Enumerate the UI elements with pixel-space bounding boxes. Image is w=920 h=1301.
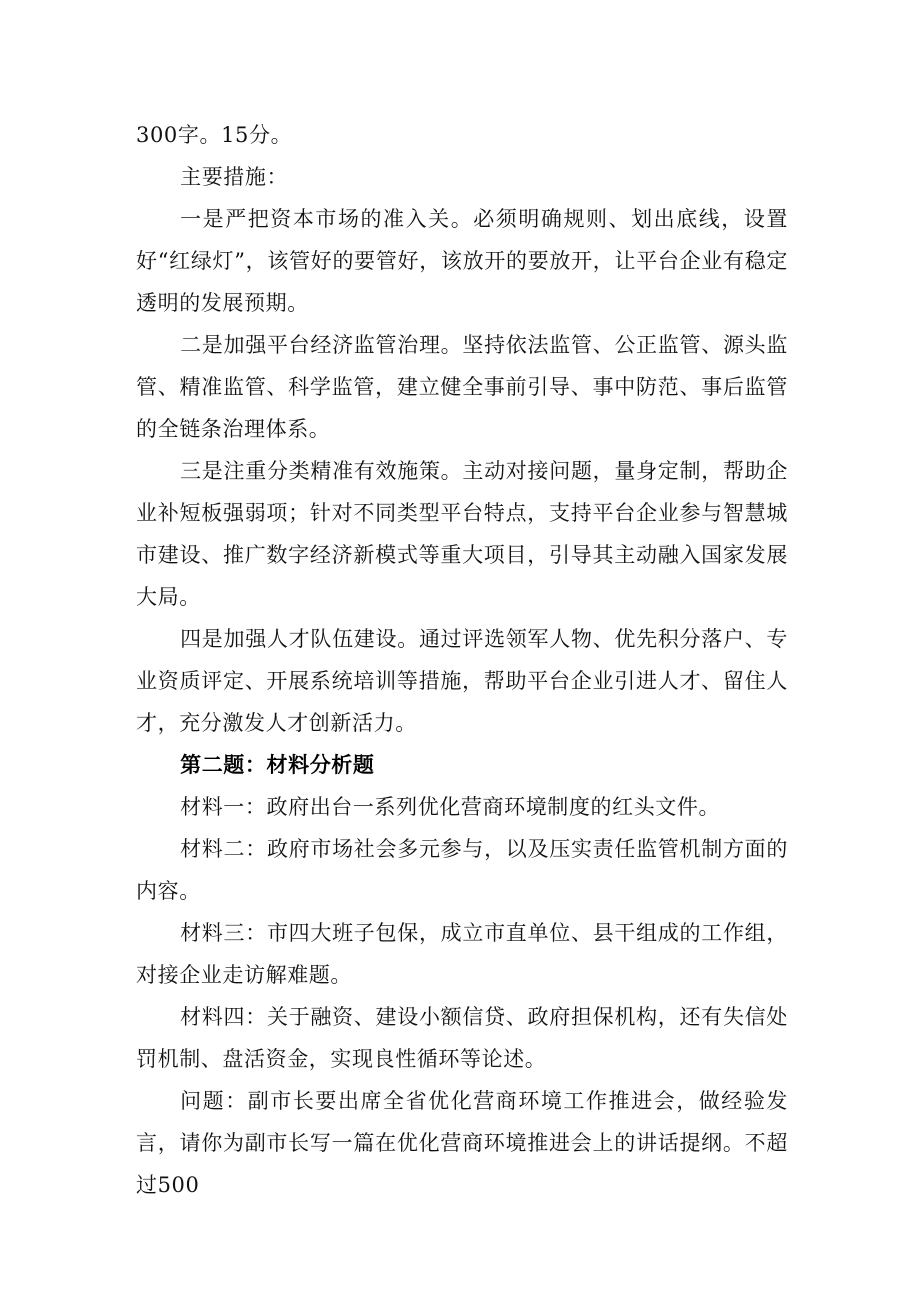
word-limit-line: 300字。15分。 xyxy=(136,123,293,147)
measure-paragraph-3: 三是注重分类精准有效施策。主动对接问题，量身定制，帮助企业补短板强弱项；针对不同类型平台特点，支持平台企业参与智慧城市建设、推广数字经济新模式等重大项目，引导其主动融入国家发展大局。 xyxy=(136,459,788,609)
measure-paragraph-2: 二是加强平台经济监管治理。坚持依法监管、公正监管、源头监管、精准监管、科学监管，建立健全事前引导、事中防范、事后监管的全链条治理体系。 xyxy=(136,333,788,441)
material-2: 材料二：政府市场社会多元参与，以及压实责任监管机制方面的内容。 xyxy=(136,837,788,903)
document-body xyxy=(136,114,788,1206)
section-label-main-measures: 主要措施： xyxy=(180,165,289,189)
material-1: 材料一：政府出台一系列优化营商环境制度的红头文件。 xyxy=(180,795,721,819)
question-2-heading: 第二题：材料分析题 xyxy=(180,753,375,777)
material-3: 材料三：市四大班子包保，成立市直单位、县干组成的工作组，对接企业走访解难题。 xyxy=(136,921,788,987)
question-prompt: 问题：副市长要出席全省优化营商环境工作推进会，做经验发言，请你为副市长写一篇在优化营商环境推进会上的讲话提纲。不超过500 xyxy=(136,1089,788,1197)
measure-paragraph-1: 一是严把资本市场的准入关。必须明确规则、划出底线，设置好“红绿灯”，该管好的要管好，该放开的要放开，让平台企业有稳定透明的发展预期。 xyxy=(136,207,788,315)
measure-paragraph-4: 四是加强人才队伍建设。通过评选领军人物、优先积分落户、专业资质评定、开展系统培训等措施，帮助平台企业引进人才、留住人才，充分激发人才创新活力。 xyxy=(136,627,788,735)
material-4: 材料四：关于融资、建设小额信贷、政府担保机构，还有失信处罚机制、盘活资金，实现良性循环等论述。 xyxy=(136,1005,788,1071)
